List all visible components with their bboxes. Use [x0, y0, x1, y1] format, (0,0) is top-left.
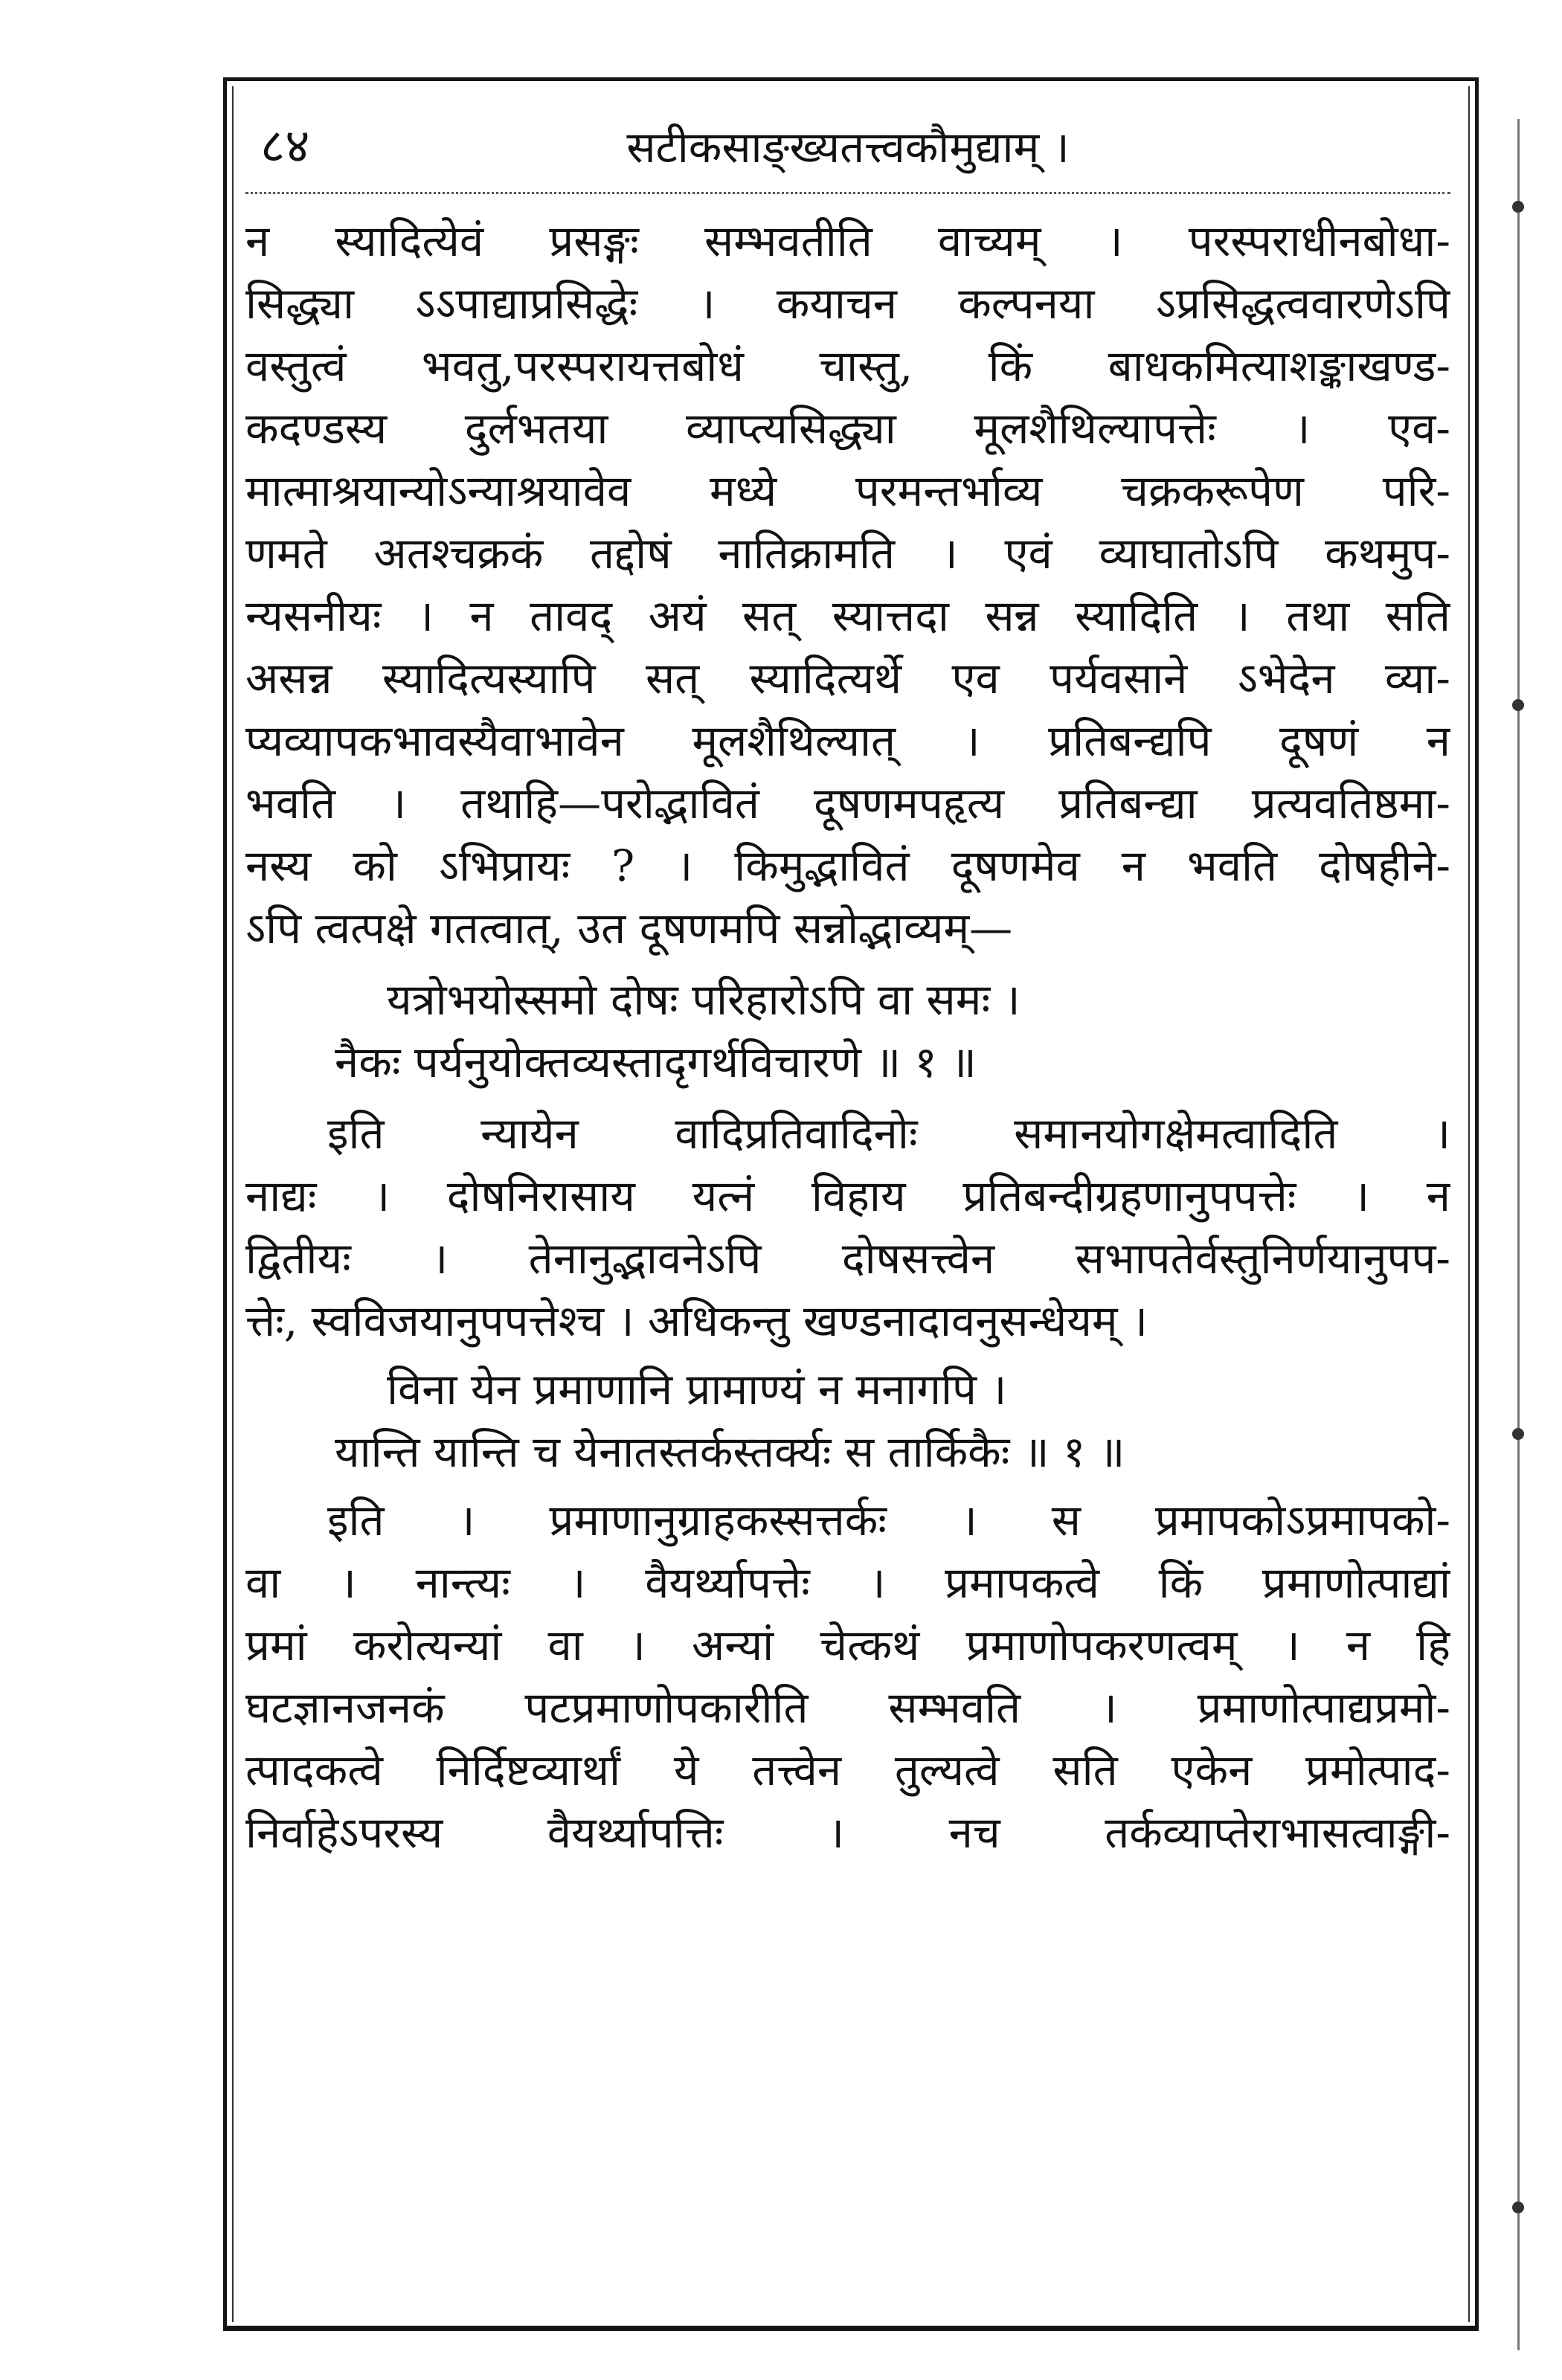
text-line: भवति । तथाहि—परोद्भावितं दूषणमपहृत्य प्रतिबन्द्या प्रत्यवतिष्ठमा- — [245, 778, 1450, 829]
verse-line: यत्रोभयोस्समो दोषः परिहारोऽपि वा समः । — [387, 974, 1021, 1025]
page-header — [245, 104, 1450, 186]
text-line: मात्माश्रयान्योऽन्याश्रयावेव मध्ये परमन्तर्भाव्य चक्रकरूपेण परि- — [245, 466, 1450, 516]
text-line: वा । नान्त्यः । वैयर्थ्यापत्तेः । प्रमापकत्वे किं प्रमाणोत्पाद्यां — [245, 1557, 1450, 1608]
verse-line: विना येन प्रमाणानि प्रामाण्यं न मनागपि । — [387, 1364, 1007, 1415]
binding-edge — [1517, 119, 1520, 2350]
text-line: निर्वाहेऽपरस्य वैयर्थ्यापत्तिः । नच तर्कव्याप्तेराभासत्वाङ्गी- — [245, 1807, 1450, 1858]
text-line: कदण्डस्य दुर्लभतया व्याप्त्यसिद्ध्या मूलशैथिल्यापत्तेः । एव- — [245, 403, 1450, 454]
text-line: इति न्यायेन वादिप्रतिवादिनोः समानयोगक्षेमत्वादिति । — [327, 1108, 1450, 1159]
binding-mark — [1512, 699, 1524, 711]
text-line: न स्यादित्येवं प्रसङ्गः सम्भवतीति वाच्यम् । परस्पराधीनबोधा- — [245, 216, 1450, 266]
verse-line: यान्ति यान्ति च येनातस्तर्कस्तर्क्यः स तार्किकैः ॥ १ ॥ — [335, 1427, 1125, 1477]
text-line: असन्न स्यादित्यस्यापि सत् स्यादित्यर्थे एव पर्यवसाने ऽभेदेन व्या- — [245, 653, 1450, 704]
binding-mark — [1512, 201, 1524, 213]
text-body — [245, 210, 1450, 2300]
text-line: इति । प्रमाणानुग्राहकस्सत्तर्कः । स प्रमापकोऽप्रमापको- — [327, 1495, 1450, 1546]
running-title: सटीकसाङ्ख्यतत्त्वकौमुद्याम् । — [626, 122, 1070, 173]
text-line: घटज्ञानजनकं पटप्रमाणोपकारीति सम्भवति । प्रमाणोत्पाद्यप्रमो- — [245, 1682, 1450, 1733]
text-line: वस्तुत्वं भवतु,परस्परायत्तबोधं चास्तु, किं बाधकमित्याशङ्काखण्ड- — [245, 341, 1450, 391]
text-line: नाद्यः । दोषनिरासाय यत्नं विहाय प्रतिबन्दीग्रहणानुपपत्तेः । न — [245, 1171, 1450, 1221]
binding-mark — [1512, 2202, 1524, 2213]
text-line: प्रमां करोत्यन्यां वा । अन्यां चेत्कथं प्रमाणोपकरणत्वम् । न हि — [245, 1620, 1450, 1670]
text-line: सिद्ध्या ऽऽपाद्याप्रसिद्धेः । कयाचन कल्पनया ऽप्रसिद्धत्ववारणेऽपि — [245, 278, 1450, 329]
page-number: ८४ — [260, 119, 310, 174]
text-line: ऽपि त्वत्पक्षे गतत्वात्, उत दूषणमपि सन्नोद्भाव्यम्— — [245, 903, 1013, 953]
text-line: त्तेः, स्वविजयानुपपत्तेश्च । अधिकन्तु खण्डनादावनुसन्धेयम् । — [245, 1296, 1148, 1346]
header-rule — [245, 192, 1450, 194]
text-line: न्यसनीयः । न तावद् अयं सत् स्यात्तदा सन्न स्यादिति । तथा सति — [245, 591, 1450, 641]
verse-line: नैकः पर्यनुयोक्तव्यस्तादृगर्थविचारणे ॥ १ ॥ — [335, 1037, 977, 1087]
binding-mark — [1512, 1428, 1524, 1440]
text-line: द्वितीयः । तेनानुद्भावनेऽपि दोषसत्त्वेन सभापतेर्वस्तुनिर्णयानुपप- — [245, 1233, 1450, 1284]
text-line: नस्य को ऽभिप्रायः ? । किमुद्भावितं दूषणमेव न भवति दोषहीने- — [245, 840, 1450, 891]
text-line: णमते अतश्चक्रकं तद्दोषं नातिक्रामति । एवं व्याघातोऽपि कथमुप- — [245, 528, 1450, 579]
text-line: त्पादकत्वे निर्दिष्टव्यार्थां ये तत्त्वेन तुल्यत्वे सति एकेन प्रमोत्पाद- — [245, 1745, 1450, 1795]
text-line: प्यव्यापकभावस्यैवाभावेन मूलशैथिल्यात् । प्रतिबन्द्यपि दूषणं न — [245, 715, 1450, 766]
